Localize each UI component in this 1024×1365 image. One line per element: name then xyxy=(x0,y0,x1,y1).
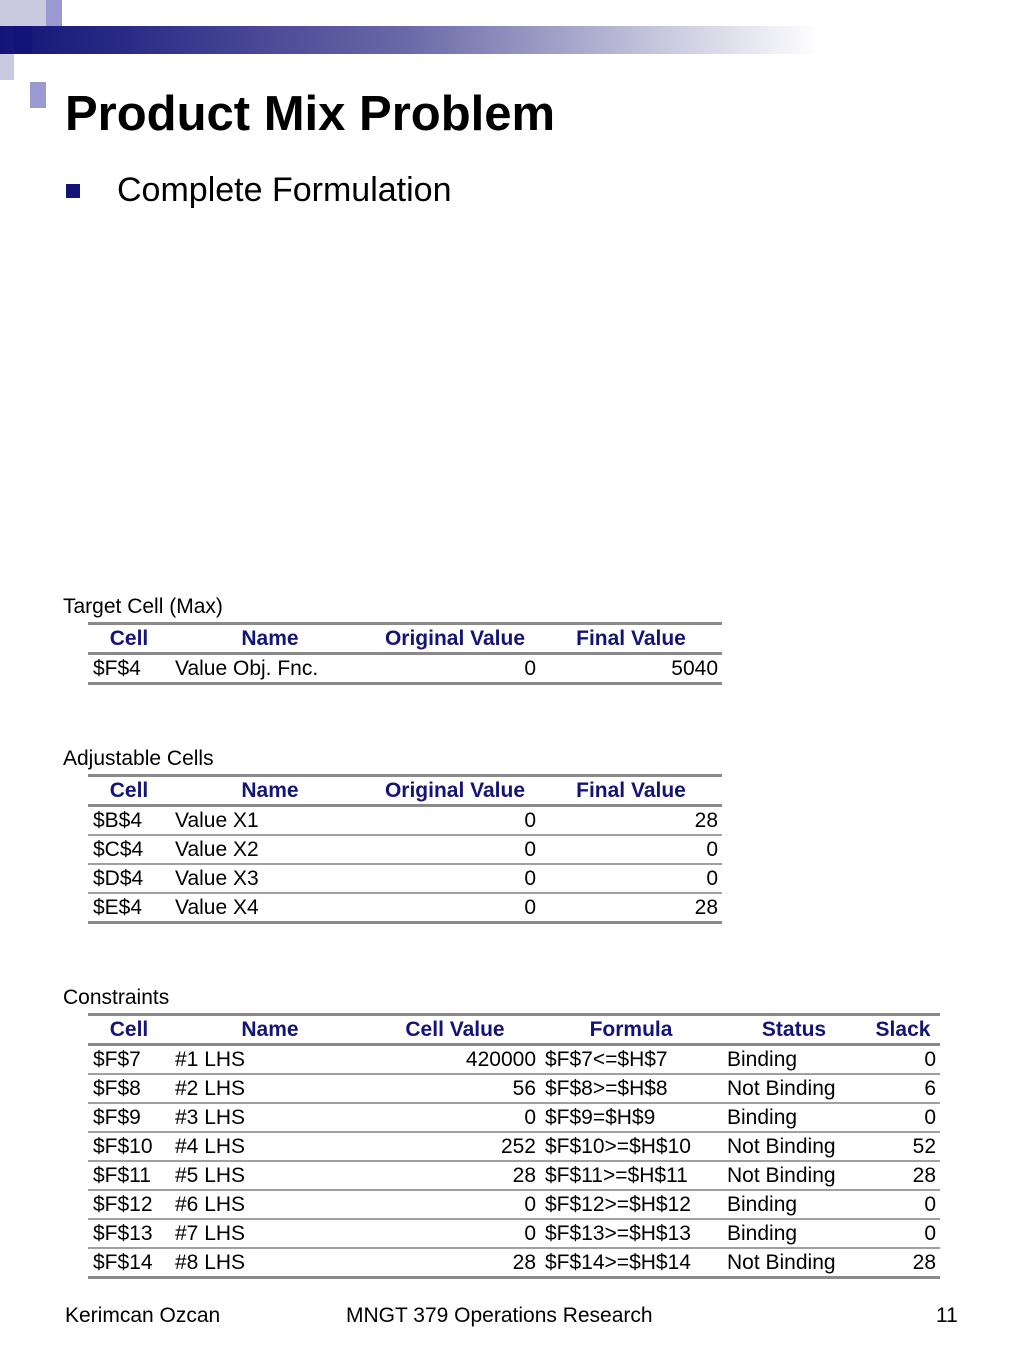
col-header-formula: Formula xyxy=(540,1015,722,1045)
cell-name: #7 LHS xyxy=(170,1219,370,1248)
table-row xyxy=(88,1248,940,1278)
cell-ref: $F$13 xyxy=(88,1219,170,1248)
cell-formula: $F$14>=$H$14 xyxy=(540,1248,722,1278)
adjustable-cells-table xyxy=(88,774,722,924)
col-header-status: Status xyxy=(722,1015,866,1045)
cell-ref: $E$4 xyxy=(88,893,170,923)
logo-square xyxy=(46,0,62,26)
col-header-cell-value: Cell Value xyxy=(370,1015,540,1045)
constraints-label: Constraints xyxy=(63,986,170,1009)
cell-value: 56 xyxy=(370,1074,540,1103)
cell-value: 252 xyxy=(370,1132,540,1161)
table-row xyxy=(88,1103,940,1132)
table-header-row xyxy=(88,624,722,654)
cell-name: Value X2 xyxy=(170,835,370,864)
cell-ref: $D$4 xyxy=(88,864,170,893)
footer-page-number: 11 xyxy=(936,1304,958,1327)
footer-author: Kerimcan Ozcan xyxy=(65,1304,221,1327)
cell-status: Binding xyxy=(722,1045,866,1075)
cell-original-value: 0 xyxy=(370,654,540,684)
table-row xyxy=(88,1219,940,1248)
cell-value: 0 xyxy=(370,1219,540,1248)
table-row xyxy=(88,1045,940,1075)
constraints-table xyxy=(88,1013,940,1279)
cell-name: Value X1 xyxy=(170,806,370,836)
table-row xyxy=(88,1190,940,1219)
col-header-name: Name xyxy=(170,776,370,806)
cell-slack: 28 xyxy=(866,1161,940,1190)
col-header-cell: Cell xyxy=(88,1015,170,1045)
cell-value: 420000 xyxy=(370,1045,540,1075)
target-cell-table xyxy=(88,622,722,685)
cell-formula: $F$9=$H$9 xyxy=(540,1103,722,1132)
table-row xyxy=(88,1161,940,1190)
cell-final-value: 0 xyxy=(540,835,722,864)
cell-value: 0 xyxy=(370,1103,540,1132)
col-header-final-value: Final Value xyxy=(540,776,722,806)
cell-formula: $F$11>=$H$11 xyxy=(540,1161,722,1190)
cell-ref: $B$4 xyxy=(88,806,170,836)
cell-name: #4 LHS xyxy=(170,1132,370,1161)
table-header-row xyxy=(88,1015,940,1045)
table-row xyxy=(88,1132,940,1161)
cell-ref: $F$14 xyxy=(88,1248,170,1278)
footer-course: MNGT 379 Operations Research xyxy=(346,1304,653,1327)
table-row xyxy=(88,806,722,836)
cell-name: #1 LHS xyxy=(170,1045,370,1075)
cell-status: Binding xyxy=(722,1103,866,1132)
cell-final-value: 0 xyxy=(540,864,722,893)
cell-final-value: 5040 xyxy=(540,654,722,684)
cell-value: 28 xyxy=(370,1161,540,1190)
cell-formula: $F$7<=$H$7 xyxy=(540,1045,722,1075)
table-row xyxy=(88,1074,940,1103)
cell-ref: $F$8 xyxy=(88,1074,170,1103)
cell-slack: 28 xyxy=(866,1248,940,1278)
cell-original-value: 0 xyxy=(370,864,540,893)
logo-square xyxy=(30,82,46,108)
cell-name: #2 LHS xyxy=(170,1074,370,1103)
cell-slack: 6 xyxy=(866,1074,940,1103)
cell-name: Value X4 xyxy=(170,893,370,923)
bullet-square-icon xyxy=(66,184,80,198)
cell-name: #8 LHS xyxy=(170,1248,370,1278)
cell-ref: $F$11 xyxy=(88,1161,170,1190)
cell-formula: $F$12>=$H$12 xyxy=(540,1190,722,1219)
table-row xyxy=(88,835,722,864)
logo-square xyxy=(0,54,14,80)
col-header-slack: Slack xyxy=(866,1015,940,1045)
cell-status: Not Binding xyxy=(722,1132,866,1161)
cell-name: #6 LHS xyxy=(170,1190,370,1219)
cell-slack: 0 xyxy=(866,1190,940,1219)
cell-ref: $F$4 xyxy=(88,654,170,684)
slide-title: Product Mix Problem xyxy=(65,87,556,141)
cell-final-value: 28 xyxy=(540,893,722,923)
cell-status: Not Binding xyxy=(722,1074,866,1103)
cell-status: Not Binding xyxy=(722,1248,866,1278)
col-header-original-value: Original Value xyxy=(370,624,540,654)
cell-name: Value X3 xyxy=(170,864,370,893)
col-header-original-value: Original Value xyxy=(370,776,540,806)
cell-ref: $F$7 xyxy=(88,1045,170,1075)
cell-slack: 0 xyxy=(866,1045,940,1075)
adjustable-cells-label: Adjustable Cells xyxy=(63,747,214,770)
cell-original-value: 0 xyxy=(370,806,540,836)
cell-slack: 52 xyxy=(866,1132,940,1161)
header-gradient-bar xyxy=(0,26,1024,54)
cell-formula: $F$10>=$H$10 xyxy=(540,1132,722,1161)
table-row xyxy=(88,893,722,923)
cell-formula: $F$13>=$H$13 xyxy=(540,1219,722,1248)
cell-value: 28 xyxy=(370,1248,540,1278)
cell-slack: 0 xyxy=(866,1219,940,1248)
cell-status: Binding xyxy=(722,1219,866,1248)
cell-ref: $F$9 xyxy=(88,1103,170,1132)
bullet-text: Complete Formulation xyxy=(117,171,452,209)
cell-ref: $F$10 xyxy=(88,1132,170,1161)
cell-slack: 0 xyxy=(866,1103,940,1132)
target-cell-label: Target Cell (Max) xyxy=(63,595,223,618)
col-header-cell: Cell xyxy=(88,776,170,806)
table-row xyxy=(88,654,722,684)
cell-name: #5 LHS xyxy=(170,1161,370,1190)
cell-ref: $F$12 xyxy=(88,1190,170,1219)
table-row xyxy=(88,864,722,893)
cell-name: #3 LHS xyxy=(170,1103,370,1132)
cell-original-value: 0 xyxy=(370,893,540,923)
col-header-final-value: Final Value xyxy=(540,624,722,654)
cell-status: Not Binding xyxy=(722,1161,866,1190)
logo-square xyxy=(14,26,32,54)
col-header-name: Name xyxy=(170,1015,370,1045)
cell-name: Value Obj. Fnc. xyxy=(170,654,370,684)
cell-ref: $C$4 xyxy=(88,835,170,864)
col-header-cell: Cell xyxy=(88,624,170,654)
cell-value: 0 xyxy=(370,1190,540,1219)
cell-final-value: 28 xyxy=(540,806,722,836)
cell-formula: $F$8>=$H$8 xyxy=(540,1074,722,1103)
col-header-name: Name xyxy=(170,624,370,654)
cell-status: Binding xyxy=(722,1190,866,1219)
table-header-row xyxy=(88,776,722,806)
cell-original-value: 0 xyxy=(370,835,540,864)
